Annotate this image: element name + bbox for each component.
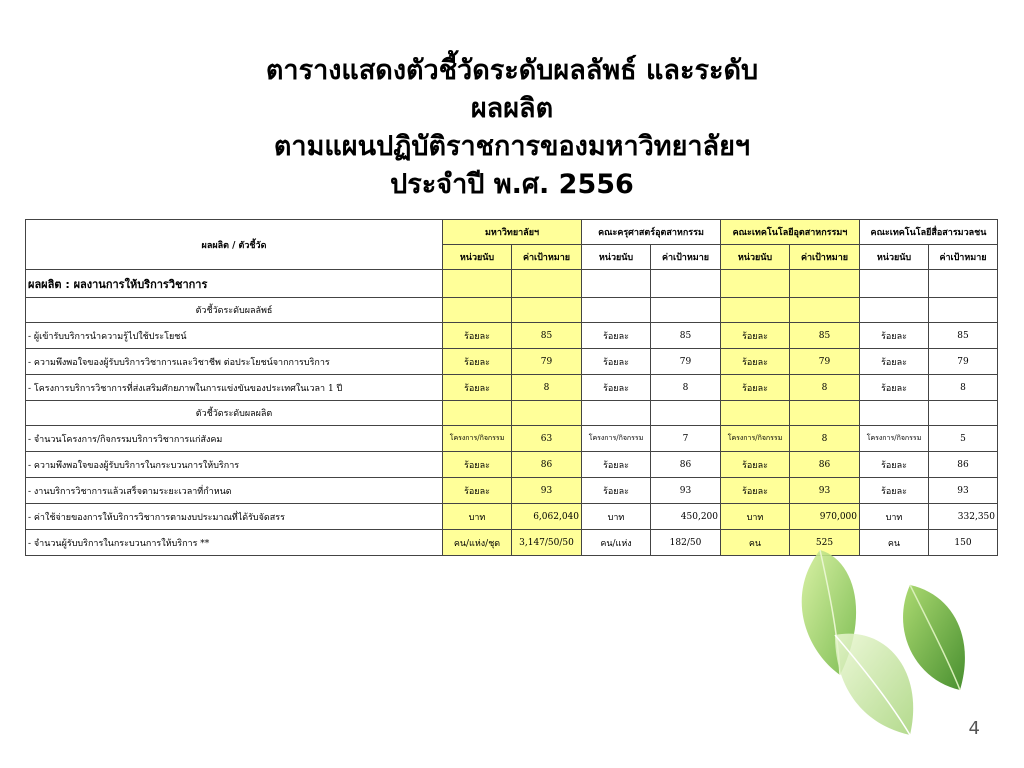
subheader-unit: หน่วยนับ xyxy=(443,245,512,270)
target-cell: 85 xyxy=(651,323,721,349)
header-group-industrial-education: คณะครุศาสตร์อุตสาหกรรม xyxy=(582,220,721,245)
target-cell: 8 xyxy=(790,375,860,401)
unit-cell: โครงการ/กิจกรรม xyxy=(443,426,512,452)
target-cell: 85 xyxy=(790,323,860,349)
title-line-2: ผลผลิต xyxy=(470,93,554,124)
target-cell: 93 xyxy=(929,478,998,504)
subheader-target: ค่าเป้าหมาย xyxy=(651,245,721,270)
unit-cell: บาท xyxy=(721,504,790,530)
title-line-4: ประจำปี พ.ศ. 2556 xyxy=(390,169,634,200)
row-label: - จำนวนผู้รับบริการในกระบวนการให้บริการ ** xyxy=(26,530,443,556)
indicator-table xyxy=(25,219,998,556)
unit-cell: ร้อยละ xyxy=(860,323,929,349)
target-cell: 5 xyxy=(929,426,998,452)
unit-cell: ร้อยละ xyxy=(582,349,651,375)
unit-cell: ร้อยละ xyxy=(721,349,790,375)
target-cell: 79 xyxy=(790,349,860,375)
target-cell: 8 xyxy=(929,375,998,401)
page-number: 4 xyxy=(968,718,980,739)
target-cell: 86 xyxy=(512,452,582,478)
unit-cell: ร้อยละ xyxy=(443,323,512,349)
unit-cell: ร้อยละ xyxy=(860,349,929,375)
header-group-mass-communication: คณะเทคโนโลยีสื่อสารมวลชน xyxy=(860,220,998,245)
unit-cell: บาท xyxy=(860,504,929,530)
unit-cell: ร้อยละ xyxy=(721,452,790,478)
target-cell: 85 xyxy=(512,323,582,349)
unit-cell: โครงการ/กิจกรรม xyxy=(860,426,929,452)
subheader-unit: หน่วยนับ xyxy=(582,245,651,270)
leaf-shape xyxy=(903,585,965,690)
subheader-unit: หน่วยนับ xyxy=(860,245,929,270)
target-cell: 8 xyxy=(512,375,582,401)
unit-cell: บาท xyxy=(582,504,651,530)
row-label: - จำนวนโครงการ/กิจกรรมบริการวิชาการแก่สังคม xyxy=(26,426,443,452)
unit-cell: ร้อยละ xyxy=(860,452,929,478)
unit-cell: คน/แห่ง xyxy=(582,530,651,556)
row-label: - ความพึงพอใจของผู้รับบริการวิชาการและวิชาชีพ ต่อประโยชน์จากการบริการ xyxy=(26,349,443,375)
target-cell: 86 xyxy=(651,452,721,478)
header-group-industrial-technology: คณะเทคโนโลยีอุตสาหกรรมฯ xyxy=(721,220,860,245)
target-cell: 332,350 xyxy=(929,504,998,530)
target-cell: 86 xyxy=(790,452,860,478)
section-title: ผลผลิต : ผลงานการให้บริการวิชาการ xyxy=(26,270,443,298)
target-cell: 7 xyxy=(651,426,721,452)
unit-cell: คน/แห่ง/ชุด xyxy=(443,530,512,556)
unit-cell: ร้อยละ xyxy=(860,478,929,504)
subheader-unit: หน่วยนับ xyxy=(721,245,790,270)
target-cell: 8 xyxy=(651,375,721,401)
page-title xyxy=(100,52,924,204)
target-cell: 525 xyxy=(790,530,860,556)
unit-cell: บาท xyxy=(443,504,512,530)
target-cell: 79 xyxy=(929,349,998,375)
target-cell: 79 xyxy=(512,349,582,375)
outcome-indicator-label: ตัวชี้วัดระดับผลลัพธ์ xyxy=(26,298,443,323)
unit-cell: ร้อยละ xyxy=(443,375,512,401)
target-cell: 86 xyxy=(929,452,998,478)
leaves-decoration xyxy=(760,540,990,750)
unit-cell: คน xyxy=(721,530,790,556)
unit-cell: ร้อยละ xyxy=(721,375,790,401)
target-cell: 8 xyxy=(790,426,860,452)
target-cell: 93 xyxy=(790,478,860,504)
row-label: - งานบริการวิชาการแล้วเสร็จตามระยะเวลาที่กำหนด xyxy=(26,478,443,504)
header-indicator: ผลผลิต / ตัวชี้วัด xyxy=(26,220,443,270)
unit-cell: คน xyxy=(860,530,929,556)
target-cell: 93 xyxy=(651,478,721,504)
unit-cell: ร้อยละ xyxy=(582,375,651,401)
unit-cell: ร้อยละ xyxy=(443,452,512,478)
subheader-target: ค่าเป้าหมาย xyxy=(512,245,582,270)
output-indicator-label: ตัวชี้วัดระดับผลผลิต xyxy=(26,401,443,426)
row-label: - โครงการบริการวิชาการที่ส่งเสริมศักยภาพในการแข่งขันของประเทศในเวลา 1 ปี xyxy=(26,375,443,401)
target-cell: 182/50 xyxy=(651,530,721,556)
unit-cell: ร้อยละ xyxy=(582,478,651,504)
subheader-target: ค่าเป้าหมาย xyxy=(929,245,998,270)
row-label: - ค่าใช้จ่ายของการให้บริการวิชาการตามงบประมาณที่ได้รับจัดสรร xyxy=(26,504,443,530)
unit-cell: ร้อยละ xyxy=(443,349,512,375)
row-label: - ผู้เข้ารับบริการนำความรู้ไปใช้ประโยชน์ xyxy=(26,323,443,349)
unit-cell: ร้อยละ xyxy=(860,375,929,401)
target-cell: 63 xyxy=(512,426,582,452)
target-cell: 93 xyxy=(512,478,582,504)
unit-cell: ร้อยละ xyxy=(582,323,651,349)
unit-cell: ร้อยละ xyxy=(721,323,790,349)
subheader-target: ค่าเป้าหมาย xyxy=(790,245,860,270)
header-group-university: มหาวิทยาลัยฯ xyxy=(443,220,582,245)
target-cell: 450,200 xyxy=(651,504,721,530)
unit-cell: โครงการ/กิจกรรม xyxy=(721,426,790,452)
title-line-3: ตามแผนปฏิบัติราชการของมหาวิทยาลัยฯ xyxy=(273,131,751,162)
row-label: - ความพึงพอใจของผู้รับบริการในกระบวนการให้บริการ xyxy=(26,452,443,478)
unit-cell: ร้อยละ xyxy=(582,452,651,478)
unit-cell: โครงการ/กิจกรรม xyxy=(582,426,651,452)
target-cell: 970,000 xyxy=(790,504,860,530)
target-cell: 85 xyxy=(929,323,998,349)
target-cell: 6,062,040 xyxy=(512,504,582,530)
unit-cell: ร้อยละ xyxy=(443,478,512,504)
target-cell: 79 xyxy=(651,349,721,375)
target-cell: 150 xyxy=(929,530,998,556)
target-cell: 3,147/50/50 xyxy=(512,530,582,556)
title-line-1: ตารางแสดงตัวชี้วัดระดับผลลัพธ์ และระดับ xyxy=(265,55,759,86)
unit-cell: ร้อยละ xyxy=(721,478,790,504)
